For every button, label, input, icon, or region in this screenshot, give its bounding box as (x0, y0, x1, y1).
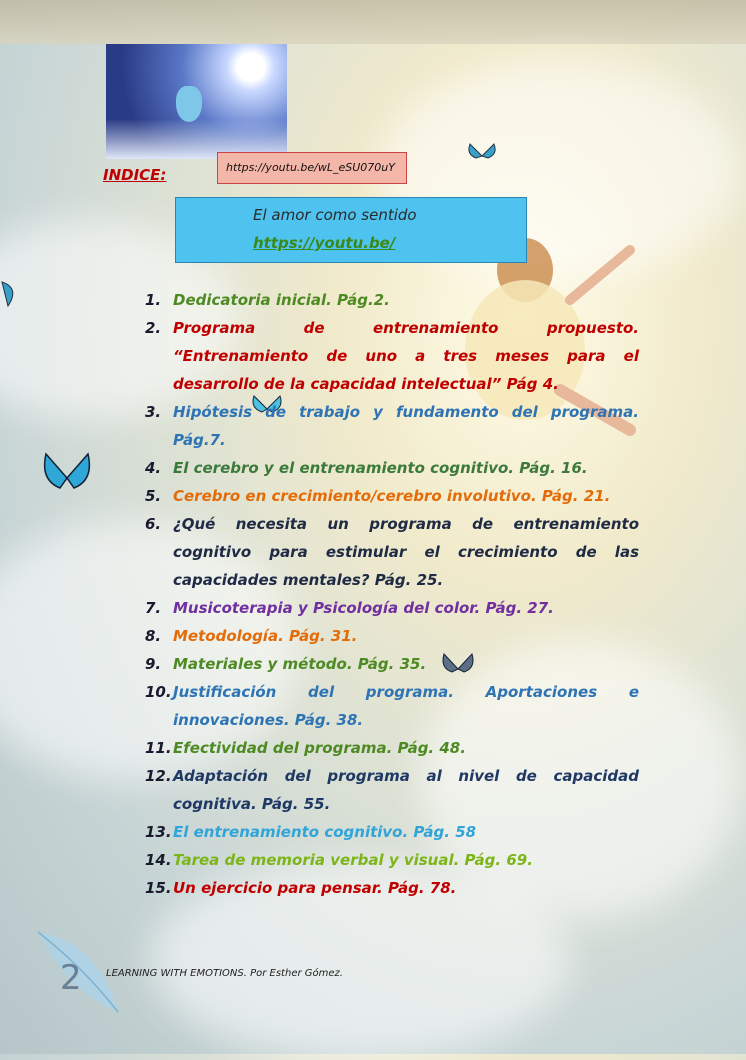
toc-text: Hipótesis de trabajo y fundamento del programa. Pág.7. (173, 403, 639, 449)
toc-text: Cerebro en crecimiento/cerebro involutivo. Pág. 21. (173, 487, 611, 505)
toc-item[interactable] (145, 594, 639, 622)
toc-text: El cerebro y el entrenamiento cognitivo. Pág. 16. (173, 459, 588, 477)
toc-text: Un ejercicio para pensar. Pág. 78. (173, 879, 457, 897)
top-band (0, 0, 746, 44)
toc-number: 10. (145, 683, 172, 701)
love-box-title: El amor como sentido (253, 206, 417, 224)
index-heading: INDICE: (103, 166, 167, 184)
toc-number: 8. (145, 627, 162, 645)
header-photo (106, 44, 287, 159)
toc-item[interactable] (145, 678, 639, 734)
toc-item[interactable] (145, 846, 639, 874)
toc-item[interactable] (145, 650, 639, 678)
toc-item[interactable] (145, 510, 639, 594)
toc-item[interactable] (145, 762, 639, 818)
video-link-box[interactable]: https://youtu.be/wL_eSU070uY (217, 152, 407, 184)
toc-item[interactable] (145, 734, 639, 762)
toc-text: Metodología. Pág. 31. (173, 627, 358, 645)
toc-number: 7. (145, 599, 162, 617)
toc-text: El entrenamiento cognitivo. Pág. 58 (173, 823, 477, 841)
footer-text: LEARNING WITH EMOTIONS. Por Esther Gómez. (106, 968, 343, 979)
love-box-link[interactable]: https://youtu.be/ (253, 234, 396, 252)
toc-text: Dedicatoria inicial. Pág.2. (173, 291, 390, 309)
toc-item[interactable] (145, 314, 639, 398)
photo-girl (176, 86, 202, 122)
toc-text: Materiales y método. Pág. 35. (173, 655, 427, 673)
toc-number: 12. (145, 767, 172, 785)
toc-text: Tarea de memoria verbal y visual. Pág. 69. (173, 851, 533, 869)
table-of-contents (145, 286, 639, 902)
toc-text: Musicoterapia y Psicología del color. Pág. 27. (173, 599, 554, 617)
toc-text: Programa de entrenamiento propuesto. “Entrenamiento de uno a tres meses para el desarrollo de la capacidad intelectual” Pág 4. (173, 319, 639, 393)
toc-item[interactable] (145, 286, 639, 314)
toc-number: 6. (145, 515, 162, 533)
toc-number: 14. (145, 851, 172, 869)
toc-item[interactable] (145, 622, 639, 650)
toc-text: ¿Qué necesita un programa de entrenamiento cognitivo para estimular el crecimiento de las capacidades mentales? Pág. 25. (173, 515, 639, 589)
toc-item[interactable] (145, 398, 639, 454)
toc-text: Justificación del programa. Aportaciones e innovaciones. Pág. 38. (173, 683, 639, 729)
toc-number: 15. (145, 879, 172, 897)
toc-item[interactable] (145, 818, 639, 846)
toc-item[interactable] (145, 874, 639, 902)
toc-number: 9. (145, 655, 162, 673)
toc-number: 2. (145, 319, 162, 337)
toc-number: 5. (145, 487, 162, 505)
toc-number: 3. (145, 403, 162, 421)
toc-number: 4. (145, 459, 162, 477)
butterfly-icon (38, 448, 96, 506)
page-number: 2 (60, 958, 82, 998)
toc-number: 1. (145, 291, 162, 309)
butterfly-icon (466, 142, 498, 170)
toc-number: 11. (145, 739, 172, 757)
toc-item[interactable] (145, 454, 639, 482)
butterfly-icon (0, 278, 22, 308)
toc-number: 13. (145, 823, 172, 841)
toc-text: Adaptación del programa al nivel de capacidad cognitiva. Pág. 55. (173, 767, 639, 813)
toc-item[interactable] (145, 482, 639, 510)
love-sense-box (175, 197, 527, 263)
toc-text: Efectividad del programa. Pág. 48. (173, 739, 466, 757)
